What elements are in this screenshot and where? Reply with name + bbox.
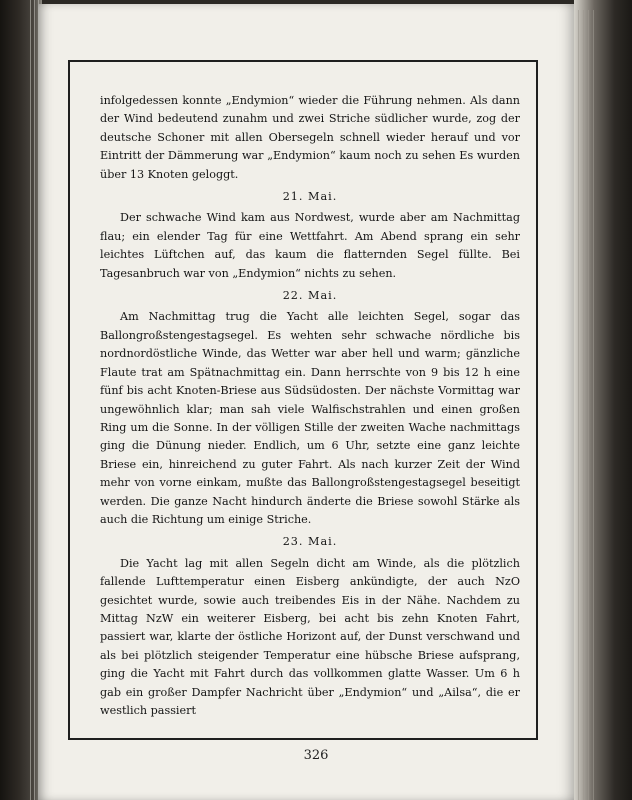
page-edge-line — [583, 10, 584, 800]
page-edge-line — [578, 10, 579, 800]
paragraph: infolgedessen konnte „Endymion“ wieder die Führung nehmen. Als dann der Wind bedeutend zunahm und zwei Striche südlicher wurde, zog der deutsche Schoner mit allen Obersegeln schnell wieder herauf und vor Eintritt der Dämmerung war „Endymion“ kaum noch zu sehen Es wurden über 13 Knoten geloggt. — [100, 94, 520, 181]
page-number: 326 — [303, 748, 329, 763]
page-edge-line — [588, 10, 589, 800]
paragraph: Der schwache Wind kam aus Nordwest, wurde aber am Nachmittag flau; ein elender Tag für eine Wettfahrt. Am Abend sprang ein sehr leichtes Lüftchen auf, das kaum die flatternden Segel füllte. Bei Tagesanbruch war von „Endymion“ nichts zu sehen. — [100, 211, 520, 280]
page-edge-line — [34, 0, 35, 800]
page-edge-line — [593, 10, 594, 800]
paragraph: Am Nachmittag trug die Yacht alle leichten Segel, sogar das Ballongroßstengestagsegel. Es wehten sehr schwache nördliche bis nordnordöstliche Winde, das Wetter war aber hell und warm; gänzliche Flaute trat am Spätnachmittag ein. Dann herrschte von 9 bis 12 h eine fünf bis acht Knoten-Briese aus Südsüdosten. Der nächste Vormittag war ungewöhnlich klar; man sah viele Walfischstrahlen und einen großen Ring um die Sonne. In der völligen Stille der zweiten Wache nachmittags ging die Dünung nieder. Endlich, um 6 Uhr, setzte eine ganz leichte Briese ein, hinreichend zu guter Fahrt. Als nach kurzer Zeit der Wind mehr von vorne einkam, mußte das Ballongroßstengestagsegel beseitigt werden. Die ganze Nacht hindurch änderte die Briese sowohl Stärke als auch die Richtung um einige Striche. — [100, 310, 520, 526]
date-heading: 23. Mai. — [282, 535, 338, 549]
paragraph: Die Yacht lag mit allen Segeln dicht am Winde, als die plötzlich fallende Lufttemperatur einen Eisberg ankündigte, der auch NzO gesichtet wurde, sowie auch treibendes Eis in der Nähe. Nachdem zu Mittag NzW ein weiterer Eisberg, bei acht bis zehn Knoten Fahrt, passiert war, klarte der östliche Horizont auf, der Dunst verschwand und als bei plötzlich steigender Temperatur eine hübsche Briese aufsprang, ging die Yacht mit Fahrt durch das vollkommen glatte Wasser. Um 6 h gab ein großer Dampfer Nachricht über „Endymion“ und „Ailsa“, die er westlich passiert — [100, 556, 520, 717]
book-edge-right — [574, 0, 632, 800]
page-body-text — [100, 92, 520, 720]
book-spine-left — [0, 0, 42, 800]
date-heading: 22. Mai. — [282, 289, 338, 303]
page-edge-line — [30, 0, 31, 800]
date-heading: 21. Mai. — [282, 190, 338, 204]
